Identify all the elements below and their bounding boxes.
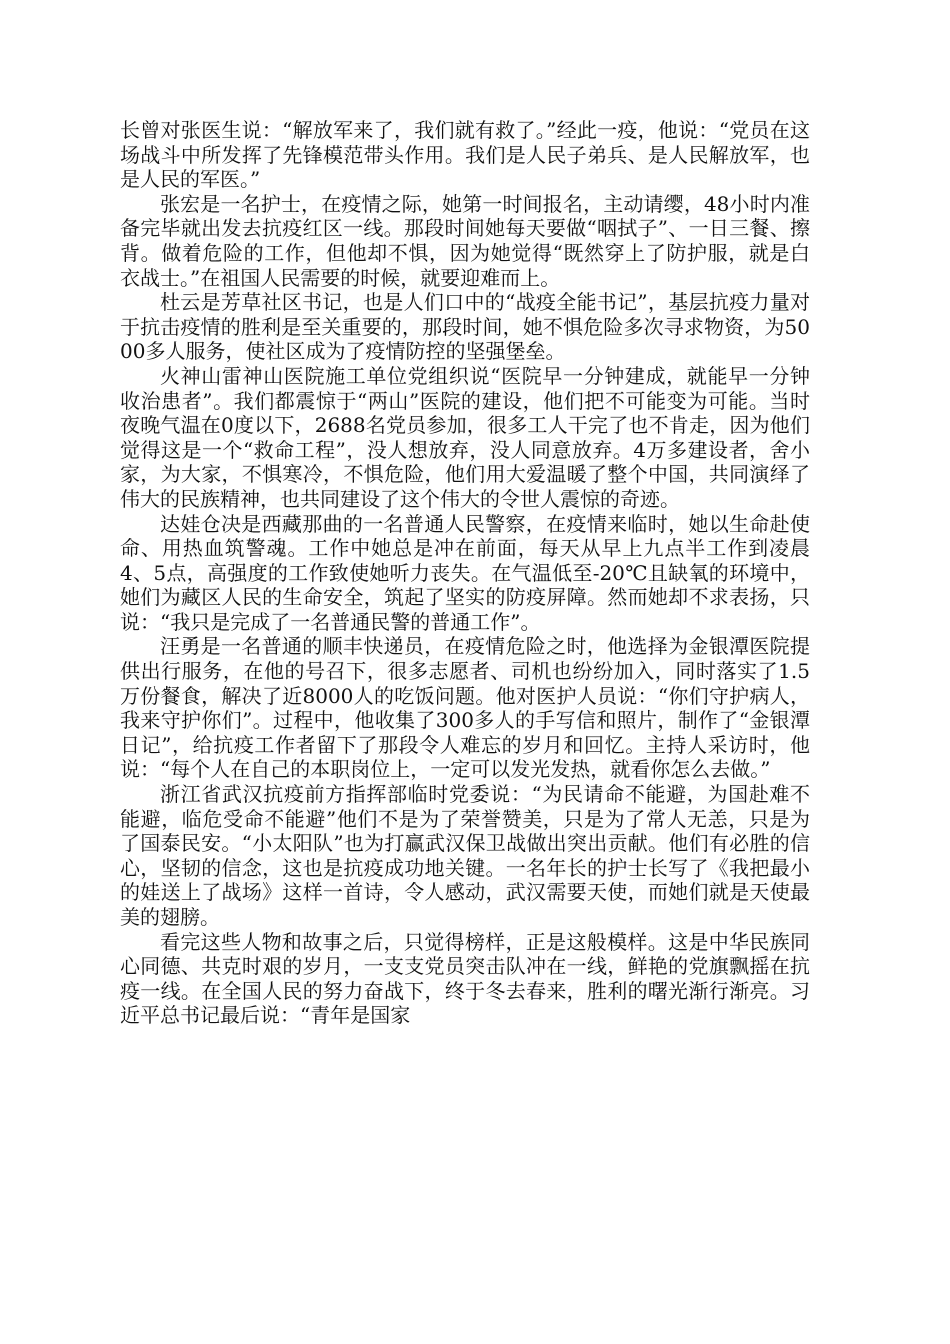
paragraph-huoshenshan-leishenshan: 火神山雷神山医院施工单位党组织说“医院早一分钟建成，就能早一分钟收治患者”。我们都震惊于“两山”医院的建设，他们把不可能变为可能。当时夜晚气温在0度以下，2688名党员参加，很多工人干完了也不肯走，因为他们觉得这是一个“救命工程”，没人想放弃，没人同意放弃。4万多建设者，舍小家，为大家，不惧寒冷，不惧危险，他们用大爱温暖了整个中国，共同演绎了伟大的民族精神，也共同建设了这个伟大的令世人震惊的奇迹。 <box>120 363 810 511</box>
paragraph-wang-yong: 汪勇是一名普通的顺丰快递员，在疫情危险之时，他选择为金银潭医院提供出行服务，在他的号召下，很多志愿者、司机也纷纷加入，同时落实了1.5万份餐食，解决了近8000人的吃饭问题。他对医护人员说：“你们守护病人，我来守护你们”。过程中，他收集了300多人的手写信和照片，制作了“金银潭日记”，给抗疫工作者留下了那段令人难忘的岁月和回忆。主持人采访时，他说：“每个人在自己的本职岗位上，一定可以发光发热，就看你怎么去做。” <box>120 634 810 782</box>
paragraph-du-yun: 杜云是芳草社区书记，也是人们口中的“战疫全能书记”，基层抗疫力量对于抗击疫情的胜利是至关重要的，那段时间，她不惧危险多次寻求物资，为5000多人服务，使社区成为了疫情防控的坚强堡垒。 <box>120 290 810 364</box>
paragraph-zhang-hong: 张宏是一名护士，在疫情之际，她第一时间报名，主动请缨，48小时内准备完毕就出发去抗疫红区一线。那段时间她每天要做“咽拭子”、一日三餐、擦背。做着危险的工作，但他却不惧，因为她觉得“既然穿上了防护服，就是白衣战士。”在祖国人民需要的时候，就要迎难而上。 <box>120 191 810 290</box>
paragraph-dawa-cangjue: 达娃仓决是西藏那曲的一名普通人民警察，在疫情来临时，她以生命赴使命、用热血筑警魂。工作中她总是冲在前面，每天从早上九点半工作到凌晨4、5点，高强度的工作致使她听力丧失。在气温低至-20℃且缺氧的环境中，她们为藏区人民的生命安全，筑起了坚实的防疫屏障。然而她却不求表扬，只说：“我只是完成了一名普通民警的普通工作”。 <box>120 511 810 634</box>
paragraph-zhejiang-team: 浙江省武汉抗疫前方指挥部临时党委说：“为民请命不能避，为国赴难不能避，临危受命不能避”他们不是为了荣誉赞美，只是为了常人无恙，只是为了国泰民安。“小太阳队”也为打赢武汉保卫战做出突出贡献。他们有必胜的信心，坚韧的信念，这也是抗疫成功地关键。一名年长的护士长写了《我把最小的娃送上了战场》这样一首诗，令人感动，武汉需要天使，而她们就是天使最美的翅膀。 <box>120 782 810 929</box>
paragraph-conclusion: 看完这些人物和故事之后，只觉得榜样，正是这般模样。这是中华民族同心同德、共克时艰的岁月，一支支党员突击队冲在一线，鲜艳的党旗飘摇在抗疫一线。在全国人民的努力奋战下，终于冬去春来，胜利的曙光渐行渐亮。习近平总书记最后说：“青年是国家 <box>120 929 810 1028</box>
document-body <box>120 118 810 1028</box>
paragraph-continuation: 长曾对张医生说：“解放军来了，我们就有救了。”经此一疫，他说：“党员在这场战斗中所发挥了先锋模范带头作用。我们是人民子弟兵、是人民解放军，也是人民的军医。” <box>120 118 810 192</box>
